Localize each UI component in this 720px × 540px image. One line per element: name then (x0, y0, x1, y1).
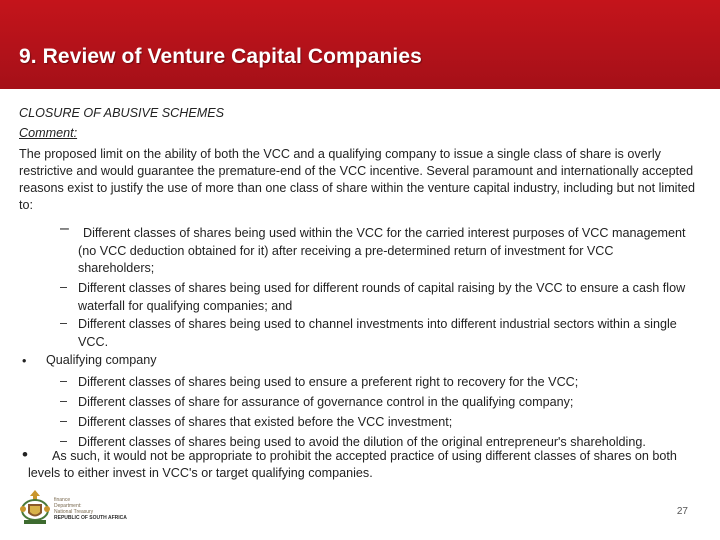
qualifying-company-label: Qualifying company (46, 353, 157, 367)
dept-country: REPUBLIC OF SOUTH AFRICA (54, 515, 127, 521)
list-dash: – (60, 280, 68, 294)
list-item: Different classes of shares being used to avoid the dilution of the original entrepreneur's shareholding. (78, 435, 646, 449)
list-dash: – (60, 374, 68, 388)
list-item: Different classes of shares being used within the VCC for the carried interest purposes of VCC management (no VCC deduction obtained for it) after receiving a pre-determined return of investment for VCC shareholders; (78, 226, 686, 276)
title-bar (0, 0, 720, 89)
department-label (54, 497, 127, 521)
page-number: 27 (676, 506, 688, 517)
section-heading: CLOSURE OF ABUSIVE SCHEMES (19, 106, 225, 120)
list-bullet: • (22, 354, 27, 368)
list-item: Different classes of share for assurance of governance control in the qualifying company; (78, 395, 574, 409)
conclusion-paragraph: As such, it would not be appropriate to prohibit the accepted practice of using different classes of shares on both levels to either invest in VCC's or target qualifying companies. (28, 449, 677, 480)
list-item: Different classes of shares being used to ensure a preferent right to recovery for the VCC; (78, 375, 579, 389)
list-dash: – (60, 220, 69, 237)
list-item: Different classes of shares being used to channel investments into different industrial sectors within a single VCC. (78, 317, 677, 349)
list-item: Different classes of shares being used for different rounds of capital raising by the VCC to ensure a cash flow waterfall for qualifying companies; and (78, 281, 686, 313)
coat-of-arms-icon (18, 488, 52, 526)
list-bullet: • (22, 445, 28, 464)
list-dash: – (60, 316, 68, 330)
comment-label: Comment: (19, 126, 78, 140)
intro-paragraph: The proposed limit on the ability of both the VCC and a qualifying company to issue a single class of share is overly restrictive and would guarantee the premature-end of the VCC incentive. Several paramount and internationally accepted reasons exist to justify the use of more than one class of share within the venture capital industry, including but not limited to: (19, 147, 695, 212)
dept-line: Department: (54, 503, 82, 509)
dept-treasury: National Treasury (54, 509, 94, 515)
slide-title: 9. Review of Venture Capital Companies (19, 45, 422, 68)
list-dash: – (60, 414, 68, 428)
dept-finance: finance (54, 497, 71, 503)
list-dash: – (60, 394, 68, 408)
list-dash: – (60, 434, 68, 448)
list-item: Different classes of shares that existed before the VCC investment; (78, 415, 453, 429)
